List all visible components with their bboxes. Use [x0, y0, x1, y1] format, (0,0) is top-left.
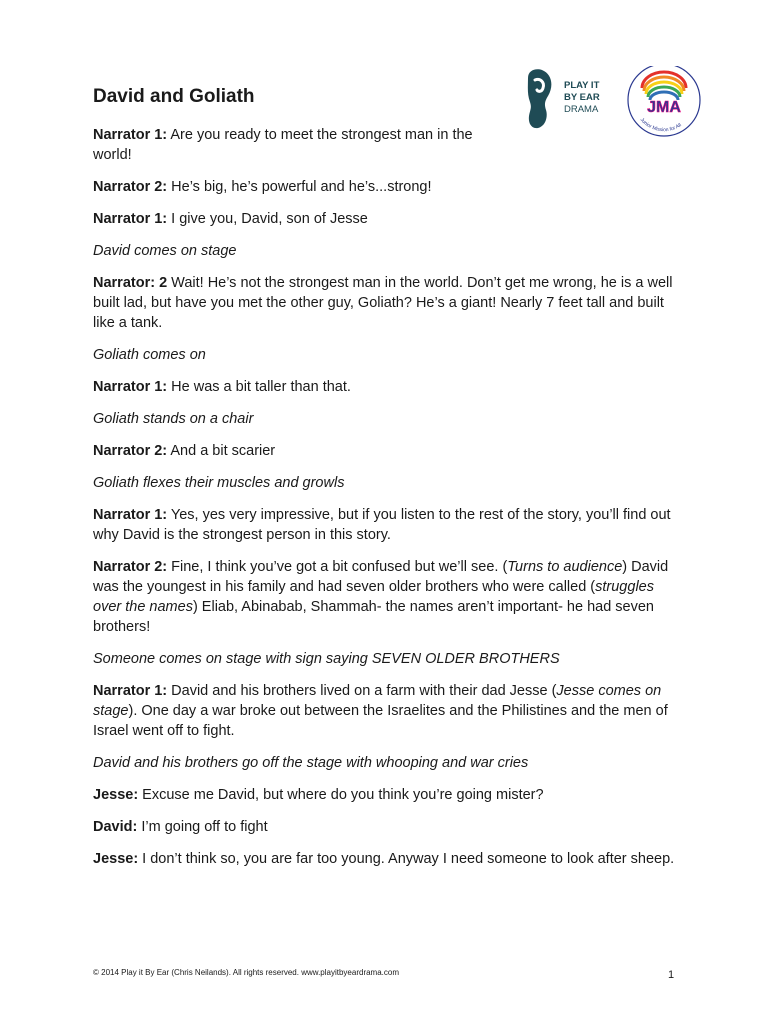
speaker-name: Jesse:: [93, 787, 139, 803]
dialogue-text: Wait! He’s not the strongest man in the world. Don’t get me wrong, he is a well built lad, but have you met the other guy, Goliath? He’s a giant! Nearly 7 feet tall and built like a tank.: [93, 275, 673, 331]
play-it-by-ear-logo: [528, 69, 600, 128]
speaker-name: David:: [93, 819, 138, 835]
dialogue-line: [93, 125, 503, 165]
dialogue-line: [93, 505, 678, 545]
speaker-name: Narrator 1:: [93, 211, 168, 227]
dialogue-text: ) David was the youngest in his family and had seven older brothers who were called (: [93, 559, 669, 595]
jma-letters: JMA: [647, 99, 681, 116]
dialogue-text: Yes, yes very impressive, but if you listen to the rest of the story, you’ll find out why David is the strongest person in this story.: [93, 507, 671, 543]
dialogue-line: [93, 273, 678, 333]
stage-direction: Goliath flexes their muscles and growls: [93, 475, 345, 491]
dialogue-text: ). One day a war broke out between the Israelites and the Philistines and the men of Israel went off to fight.: [93, 703, 668, 739]
dialogue-line: [93, 557, 678, 637]
dialogue-line: [93, 681, 678, 741]
page-number: 1: [668, 969, 675, 981]
speaker-name: Narrator 1:: [93, 127, 168, 143]
inline-direction: Jesse comes on stage: [93, 683, 662, 719]
dialogue-text: I’m going off to fight: [137, 819, 268, 835]
speaker-name: Narrator: 2: [93, 275, 168, 291]
dialogue-line: [93, 177, 678, 197]
pibe-line1: PLAY IT: [564, 80, 600, 91]
stage-direction: Someone comes on stage with sign saying SEVEN OLDER BROTHERS: [93, 651, 560, 667]
dialogue-text: ) Eliab, Abinabab, Shammah- the names aren’t important- he had seven brothers!: [93, 599, 654, 635]
stage-direction: Goliath stands on a chair: [93, 411, 254, 427]
dialogue-line: [93, 785, 678, 805]
page-title: David and Goliath: [93, 86, 255, 107]
inline-direction: Turns to audience: [507, 559, 623, 575]
speaker-name: Narrator 1:: [93, 379, 168, 395]
dialogue-text: David and his brothers lived on a farm with their dad Jesse (: [167, 683, 557, 699]
dialogue-line: [93, 849, 678, 869]
inline-direction: struggles over the names: [93, 579, 654, 615]
pibe-line2: BY EAR: [564, 92, 600, 103]
dialogue-text: Are you ready to meet the strongest man in the world!: [93, 127, 473, 163]
dialogue-text: He’s big, he’s powerful and he’s...strong!: [167, 179, 432, 195]
speaker-name: Narrator 2:: [93, 443, 168, 459]
stage-direction: Goliath comes on: [93, 347, 206, 363]
dialogue-text: He was a bit taller than that.: [167, 379, 351, 395]
speaker-name: Narrator 1:: [93, 683, 168, 699]
dialogue-text: And a bit scarier: [167, 443, 276, 459]
speaker-name: Narrator 2:: [93, 179, 168, 195]
dialogue-line: [93, 817, 678, 837]
dialogue-line: [93, 209, 678, 229]
dialogue-text: I don’t think so, you are far too young. Anyway I need someone to look after sheep.: [138, 851, 675, 867]
dialogue-text: I give you, David, son of Jesse: [167, 211, 368, 227]
speaker-name: Jesse:: [93, 851, 139, 867]
stage-direction: David comes on stage: [93, 243, 237, 259]
dialogue-text: Fine, I think you’ve got a bit confused but we’ll see. (: [167, 559, 508, 575]
dialogue-text: Excuse me David, but where do you think you’re going mister?: [138, 787, 544, 803]
jma-ring-textpath: Junior Mission for All: [638, 116, 683, 134]
stage-direction: David and his brothers go off the stage with whooping and war cries: [93, 755, 529, 771]
speaker-name: Narrator 2:: [93, 559, 168, 575]
script-body: [93, 125, 678, 881]
dialogue-line: [93, 377, 678, 397]
pibe-line3: DRAMA: [564, 104, 599, 115]
speaker-name: Narrator 1:: [93, 507, 168, 523]
footer-copyright: © 2014 Play it By Ear (Chris Neilands). All rights reserved. www.playitbyeardrama.com: [93, 968, 400, 977]
dialogue-line: [93, 441, 678, 461]
